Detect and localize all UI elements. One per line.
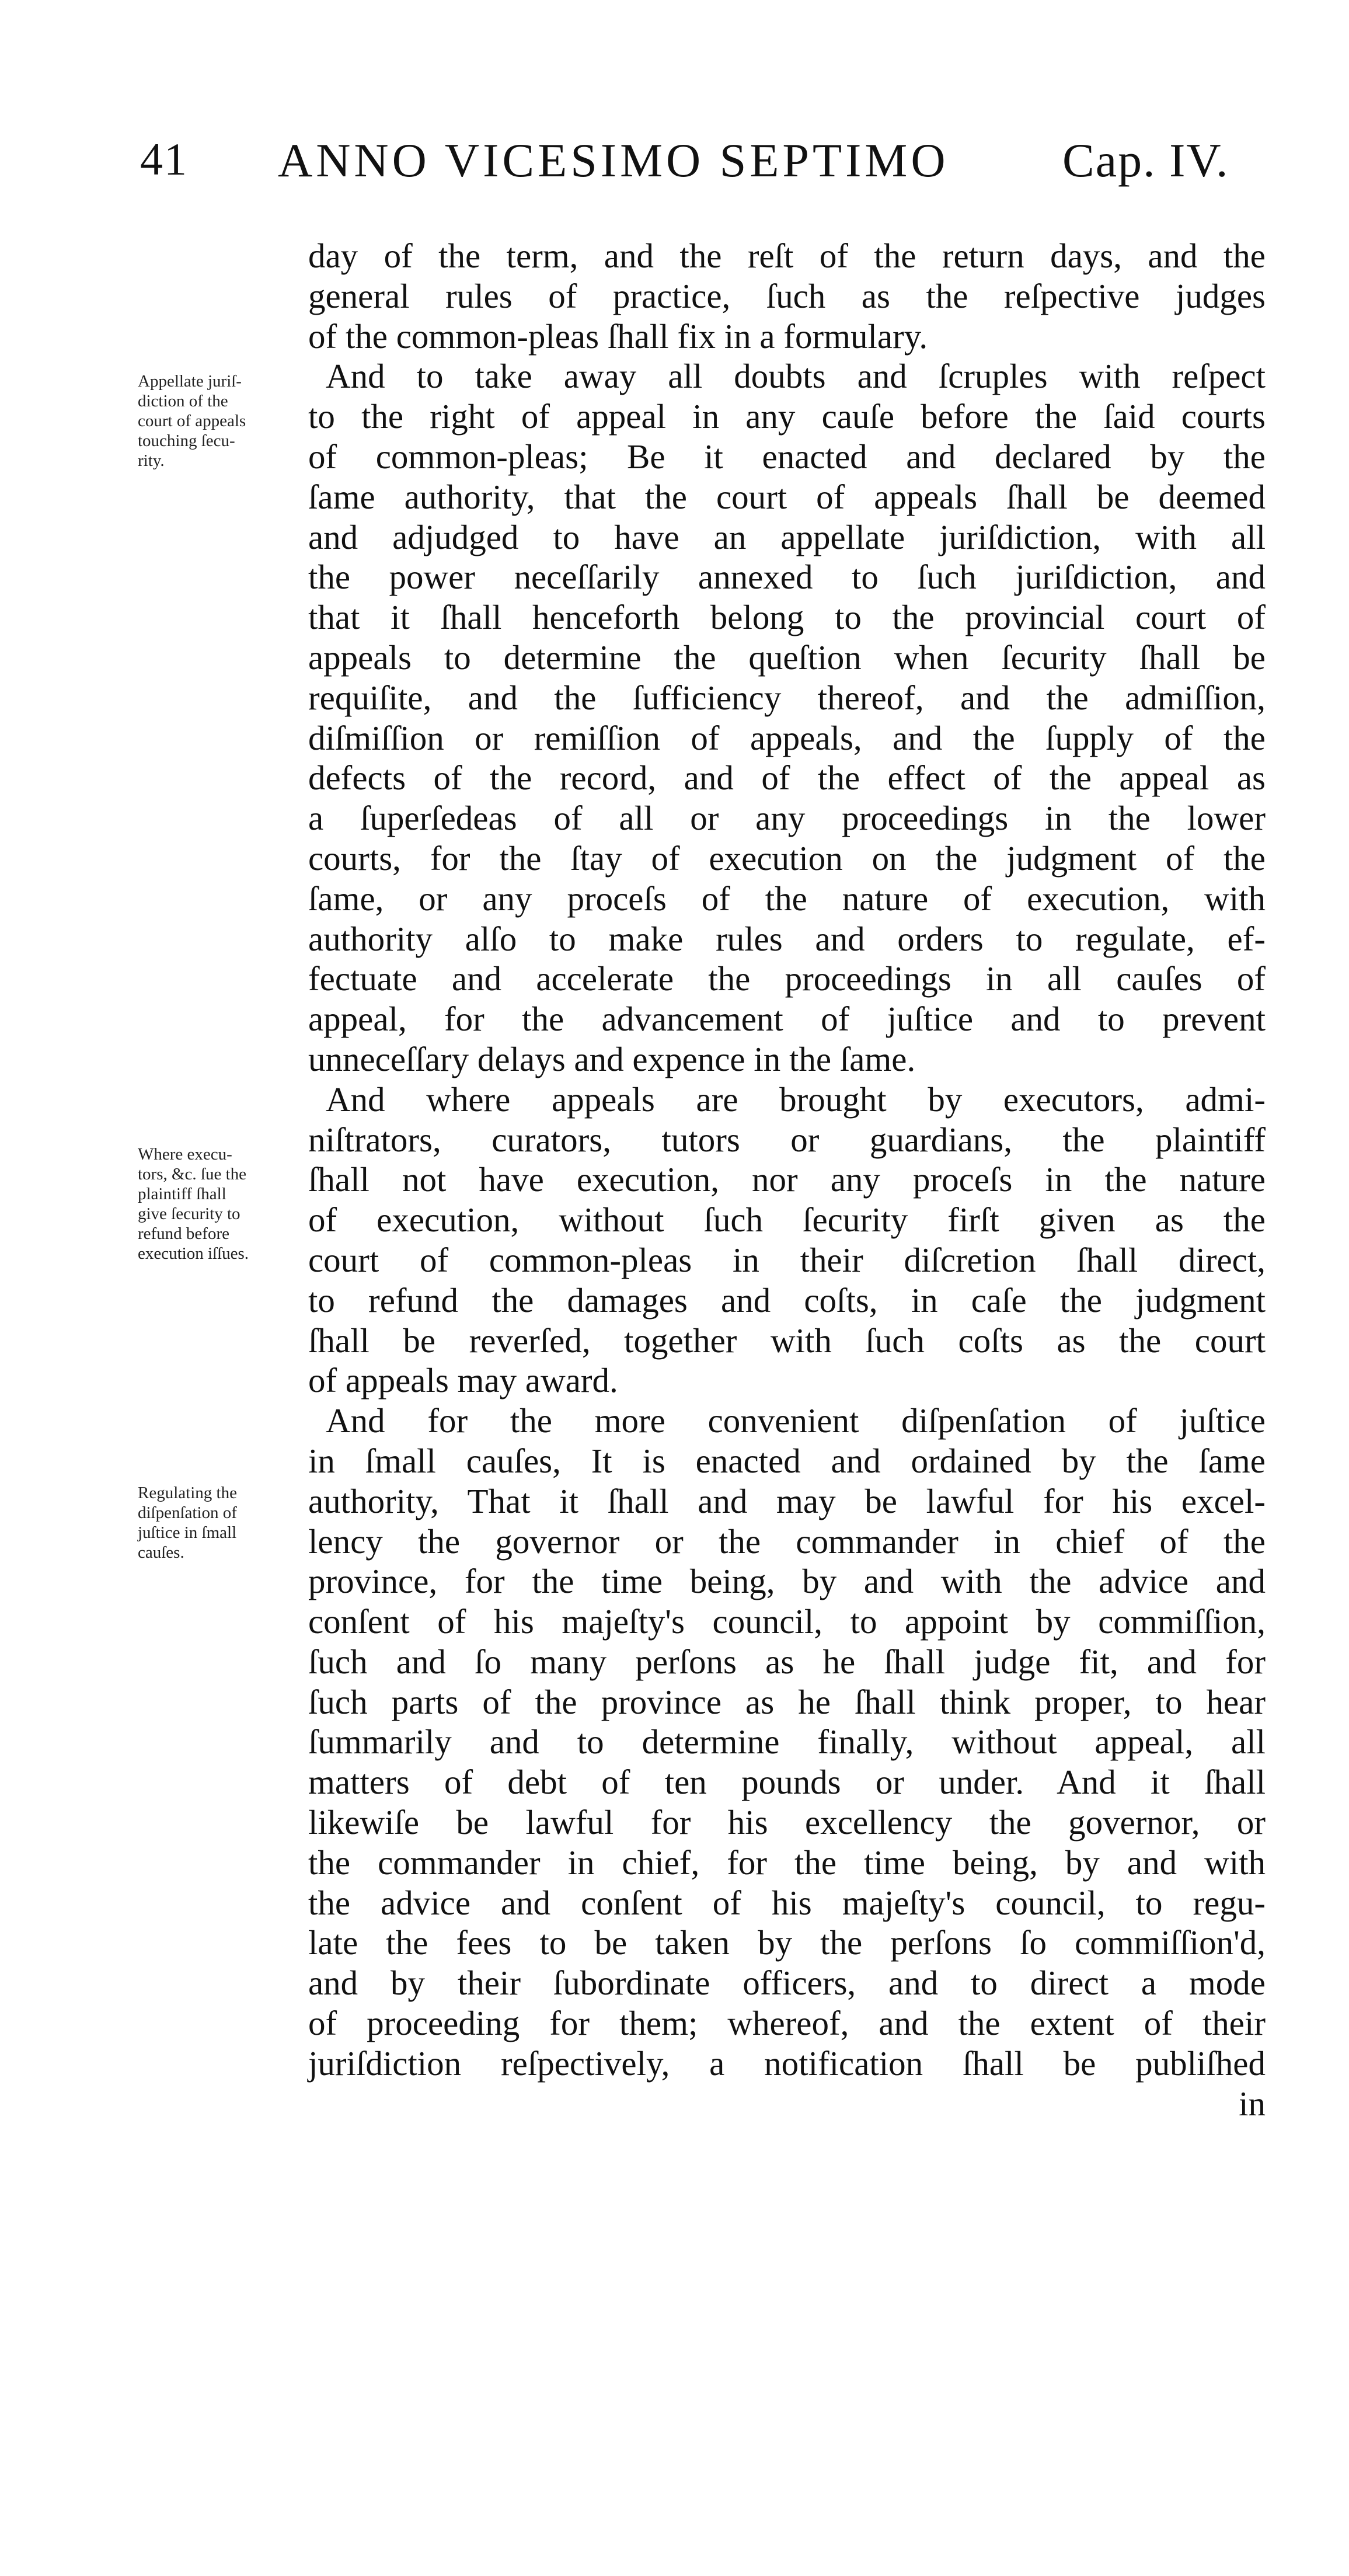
text-line: unneceſſary delays and expence in the ſame.	[308, 1039, 916, 1078]
margin-note-small-causes	[138, 1483, 292, 1562]
text-line: ſame authority, that the court of appeals ſhall be deemed	[308, 477, 1266, 516]
margin-note-line: juſtice in ſmall	[138, 1523, 237, 1542]
margin-note-line: rity.	[138, 451, 165, 470]
text-line: authority alſo to make rules and orders to regulate, ef-	[308, 919, 1266, 958]
text-line: to the right of appeal in any cauſe before the ſaid courts	[308, 397, 1266, 436]
text-line: lency the governor or the commander in chief of the	[308, 1522, 1266, 1561]
text-line: in ſmall cauſes, It is enacted and ordained by the ſame	[308, 1441, 1266, 1480]
body-text	[308, 236, 1266, 2124]
text-line: to refund the damages and coſts, in caſe the judgment	[308, 1280, 1266, 1320]
margin-note-line: execution iſſues.	[138, 1244, 249, 1263]
text-line: requiſite, and the ſufficiency thereof, and the admiſſion,	[308, 678, 1266, 717]
text-line: ſuch and ſo many perſons as he ſhall judge fit, and for	[308, 1642, 1266, 1681]
margin-note-line: Regulating the	[138, 1484, 237, 1502]
text-line: the power neceſſarily annexed to ſuch juriſdiction, and	[308, 558, 1266, 597]
text-line: juriſdiction reſpectively, a notification ſhall be publiſhed	[308, 2044, 1266, 2083]
text-line: of the common-pleas ſhall fix in a formulary.	[308, 316, 928, 356]
margin-note-line: tors, &c. ſue the	[138, 1165, 247, 1183]
text-line: day of the term, and the reſt of the return days, and the	[308, 236, 1266, 275]
text-line: conſent of his majeſty's council, to appoint by commiſſion,	[308, 1602, 1266, 1641]
text-line: of proceeding for them; whereof, and the extent of their	[308, 2004, 1266, 2043]
text-line: appeals to determine the queſtion when ſecurity ſhall be	[308, 638, 1266, 677]
margin-note-line: refund before	[138, 1224, 229, 1243]
page-number: 41	[140, 134, 188, 185]
margin-note-line: touching ſecu-	[138, 431, 235, 450]
text-line: court of common-pleas in their diſcretion ſhall direct,	[308, 1240, 1266, 1279]
text-line: of appeals may award.	[308, 1361, 618, 1400]
text-line: courts, for the ſtay of execution on the judgment of the	[308, 838, 1266, 878]
text-line: of execution, without ſuch ſecurity firſt given as the	[308, 1200, 1266, 1240]
text-line: ſame, or any proceſs of the nature of execution, with	[308, 879, 1266, 918]
text-line: diſmiſſion or remiſſion of appeals, and the ſupply of the	[308, 718, 1266, 757]
text-line: And where appeals are brought by executors, admi-	[326, 1080, 1266, 1119]
text-line: and by their ſubordinate officers, and to direct a mode	[308, 1964, 1266, 2003]
text-line: defects of the record, and of the effect of the appeal as	[308, 758, 1266, 798]
margin-note-line: court of appeals	[138, 412, 246, 430]
margin-note-line: plaintiff ſhall	[138, 1185, 226, 1203]
text-line: the advice and conſent of his majeſty's council, to regu-	[308, 1883, 1266, 1922]
text-line: authority, That it ſhall and may be lawful for his excel-	[308, 1481, 1266, 1520]
text-line: late the fees to be taken by the perſons ſo commiſſion'd,	[308, 1923, 1266, 1962]
text-line: likewiſe be lawful for his excellency the governor, or	[308, 1803, 1266, 1842]
text-line: ſummarily and to determine finally, without appeal, all	[308, 1722, 1266, 1762]
catchword: in	[1239, 2084, 1266, 2123]
text-line: And for the more convenient diſpenſation of juſtice	[326, 1401, 1266, 1440]
text-line: And to take away all doubts and ſcruples with reſpect	[326, 357, 1266, 396]
text-line: general rules of practice, ſuch as the reſpective judges	[308, 276, 1266, 315]
text-line: ſhall not have execution, nor any proceſs in the nature	[308, 1160, 1266, 1199]
margin-note-line: give ſecurity to	[138, 1205, 240, 1223]
text-line: a ſuperſedeas of all or any proceedings in the lower	[308, 799, 1266, 838]
page-header	[0, 133, 1349, 197]
text-line: ſhall be reverſed, together with ſuch coſts as the court	[308, 1321, 1266, 1360]
margin-note-appellate-jurisdiction	[138, 371, 292, 471]
margin-note-line: diction of the	[138, 392, 228, 410]
margin-note-line: diſpenſation of	[138, 1503, 237, 1522]
margin-note-executors-security	[138, 1144, 292, 1263]
margin-note-line: cauſes.	[138, 1543, 184, 1562]
text-line: that it ſhall henceforth belong to the provincial court of	[308, 598, 1266, 637]
chapter-label: Cap. IV.	[1062, 134, 1229, 187]
margin-note-line: Appellate juriſ-	[138, 372, 242, 391]
text-line: and adjudged to have an appellate juriſdiction, with all	[308, 517, 1266, 556]
text-line: of common-pleas; Be it enacted and declared by the	[308, 437, 1266, 476]
text-line: niſtrators, curators, tutors or guardians, the plaintiff	[308, 1120, 1266, 1159]
text-line: province, for the time being, by and with the advice and	[308, 1562, 1266, 1601]
margin-note-line: Where execu-	[138, 1145, 232, 1164]
running-title: ANNO VICESIMO SEPTIMO	[278, 134, 949, 187]
text-line: appeal, for the advancement of juſtice and to prevent	[308, 1000, 1266, 1039]
text-line: fectuate and accelerate the proceedings in all cauſes of	[308, 959, 1266, 998]
text-line: the commander in chief, for the time being, by and with	[308, 1843, 1266, 1882]
text-line: matters of debt of ten pounds or under. And it ſhall	[308, 1763, 1266, 1802]
text-line: ſuch parts of the province as he ſhall think proper, to hear	[308, 1682, 1266, 1721]
